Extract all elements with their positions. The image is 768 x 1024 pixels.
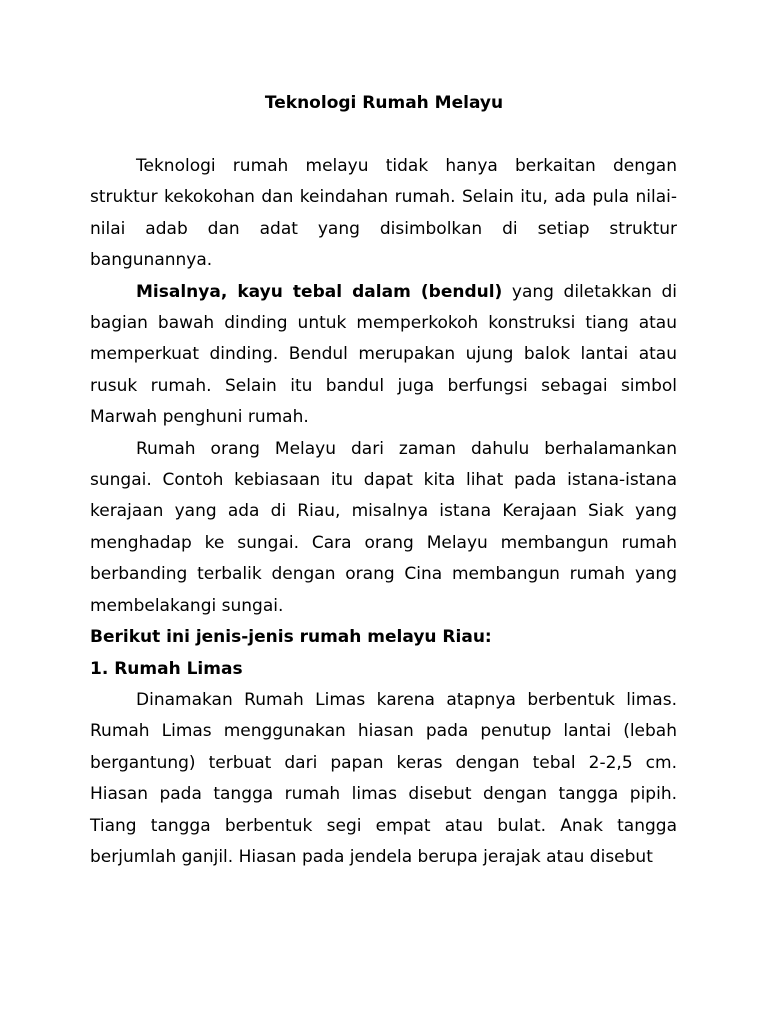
paragraph-bendul-text: yang diletakkan di bagian bawah dinding untuk memperkokoh konstruksi tiang atau memperkuat dinding. Bendul merupakan ujung balok lantai atau rusuk rumah. Selain itu bandul juga berfungsi sebagai simbol Marwah penghuni rumah.: [90, 281, 677, 428]
paragraph-rumah-limas: Dinamakan Rumah Limas karena atapnya berbentuk limas. Rumah Limas menggunakan hiasan pada penutup lantai (lebah bergantung) terbuat dari papan keras dengan tebal 2-2,5 cm. Hiasan pada tangga rumah limas disebut dengan tangga pipih. Tiang tangga berbentuk segi empat atau bulat. Anak tangga berjumlah ganjil. Hiasan pada jendela berupa jerajak atau disebut: [90, 689, 677, 867]
heading-rumah-limas: 1. Rumah Limas: [90, 658, 243, 679]
document-title: Teknologi Rumah Melayu: [264, 93, 504, 113]
heading-jenis-rumah: Berikut ini jenis-jenis rumah melayu Riau:: [90, 627, 492, 648]
paragraph-intro: Teknologi rumah melayu tidak hanya berkaitan dengan struktur kekokohan dan keindahan rumah. Selain itu, ada pula nilai-nilai adab dan adat yang disimbolkan di setiap struktur bangunannya.: [90, 156, 677, 271]
paragraph-bendul: [90, 277, 677, 434]
paragraph-sungai: Rumah orang Melayu dari zaman dahulu berhalamankan sungai. Contoh kebiasaan itu dapat kita lihat pada istana-istana kerajaan yang ada di Riau, misalnya istana Kerajaan Siak yang menghadap ke sungai. Cara orang Melayu membangun rumah berbanding terbalik dengan orang Cina membangun rumah yang membelakangi sungai.: [90, 438, 677, 616]
document-body: [90, 151, 677, 873]
bold-phrase-bendul: Misalnya, kayu tebal dalam (bendul): [136, 281, 503, 302]
